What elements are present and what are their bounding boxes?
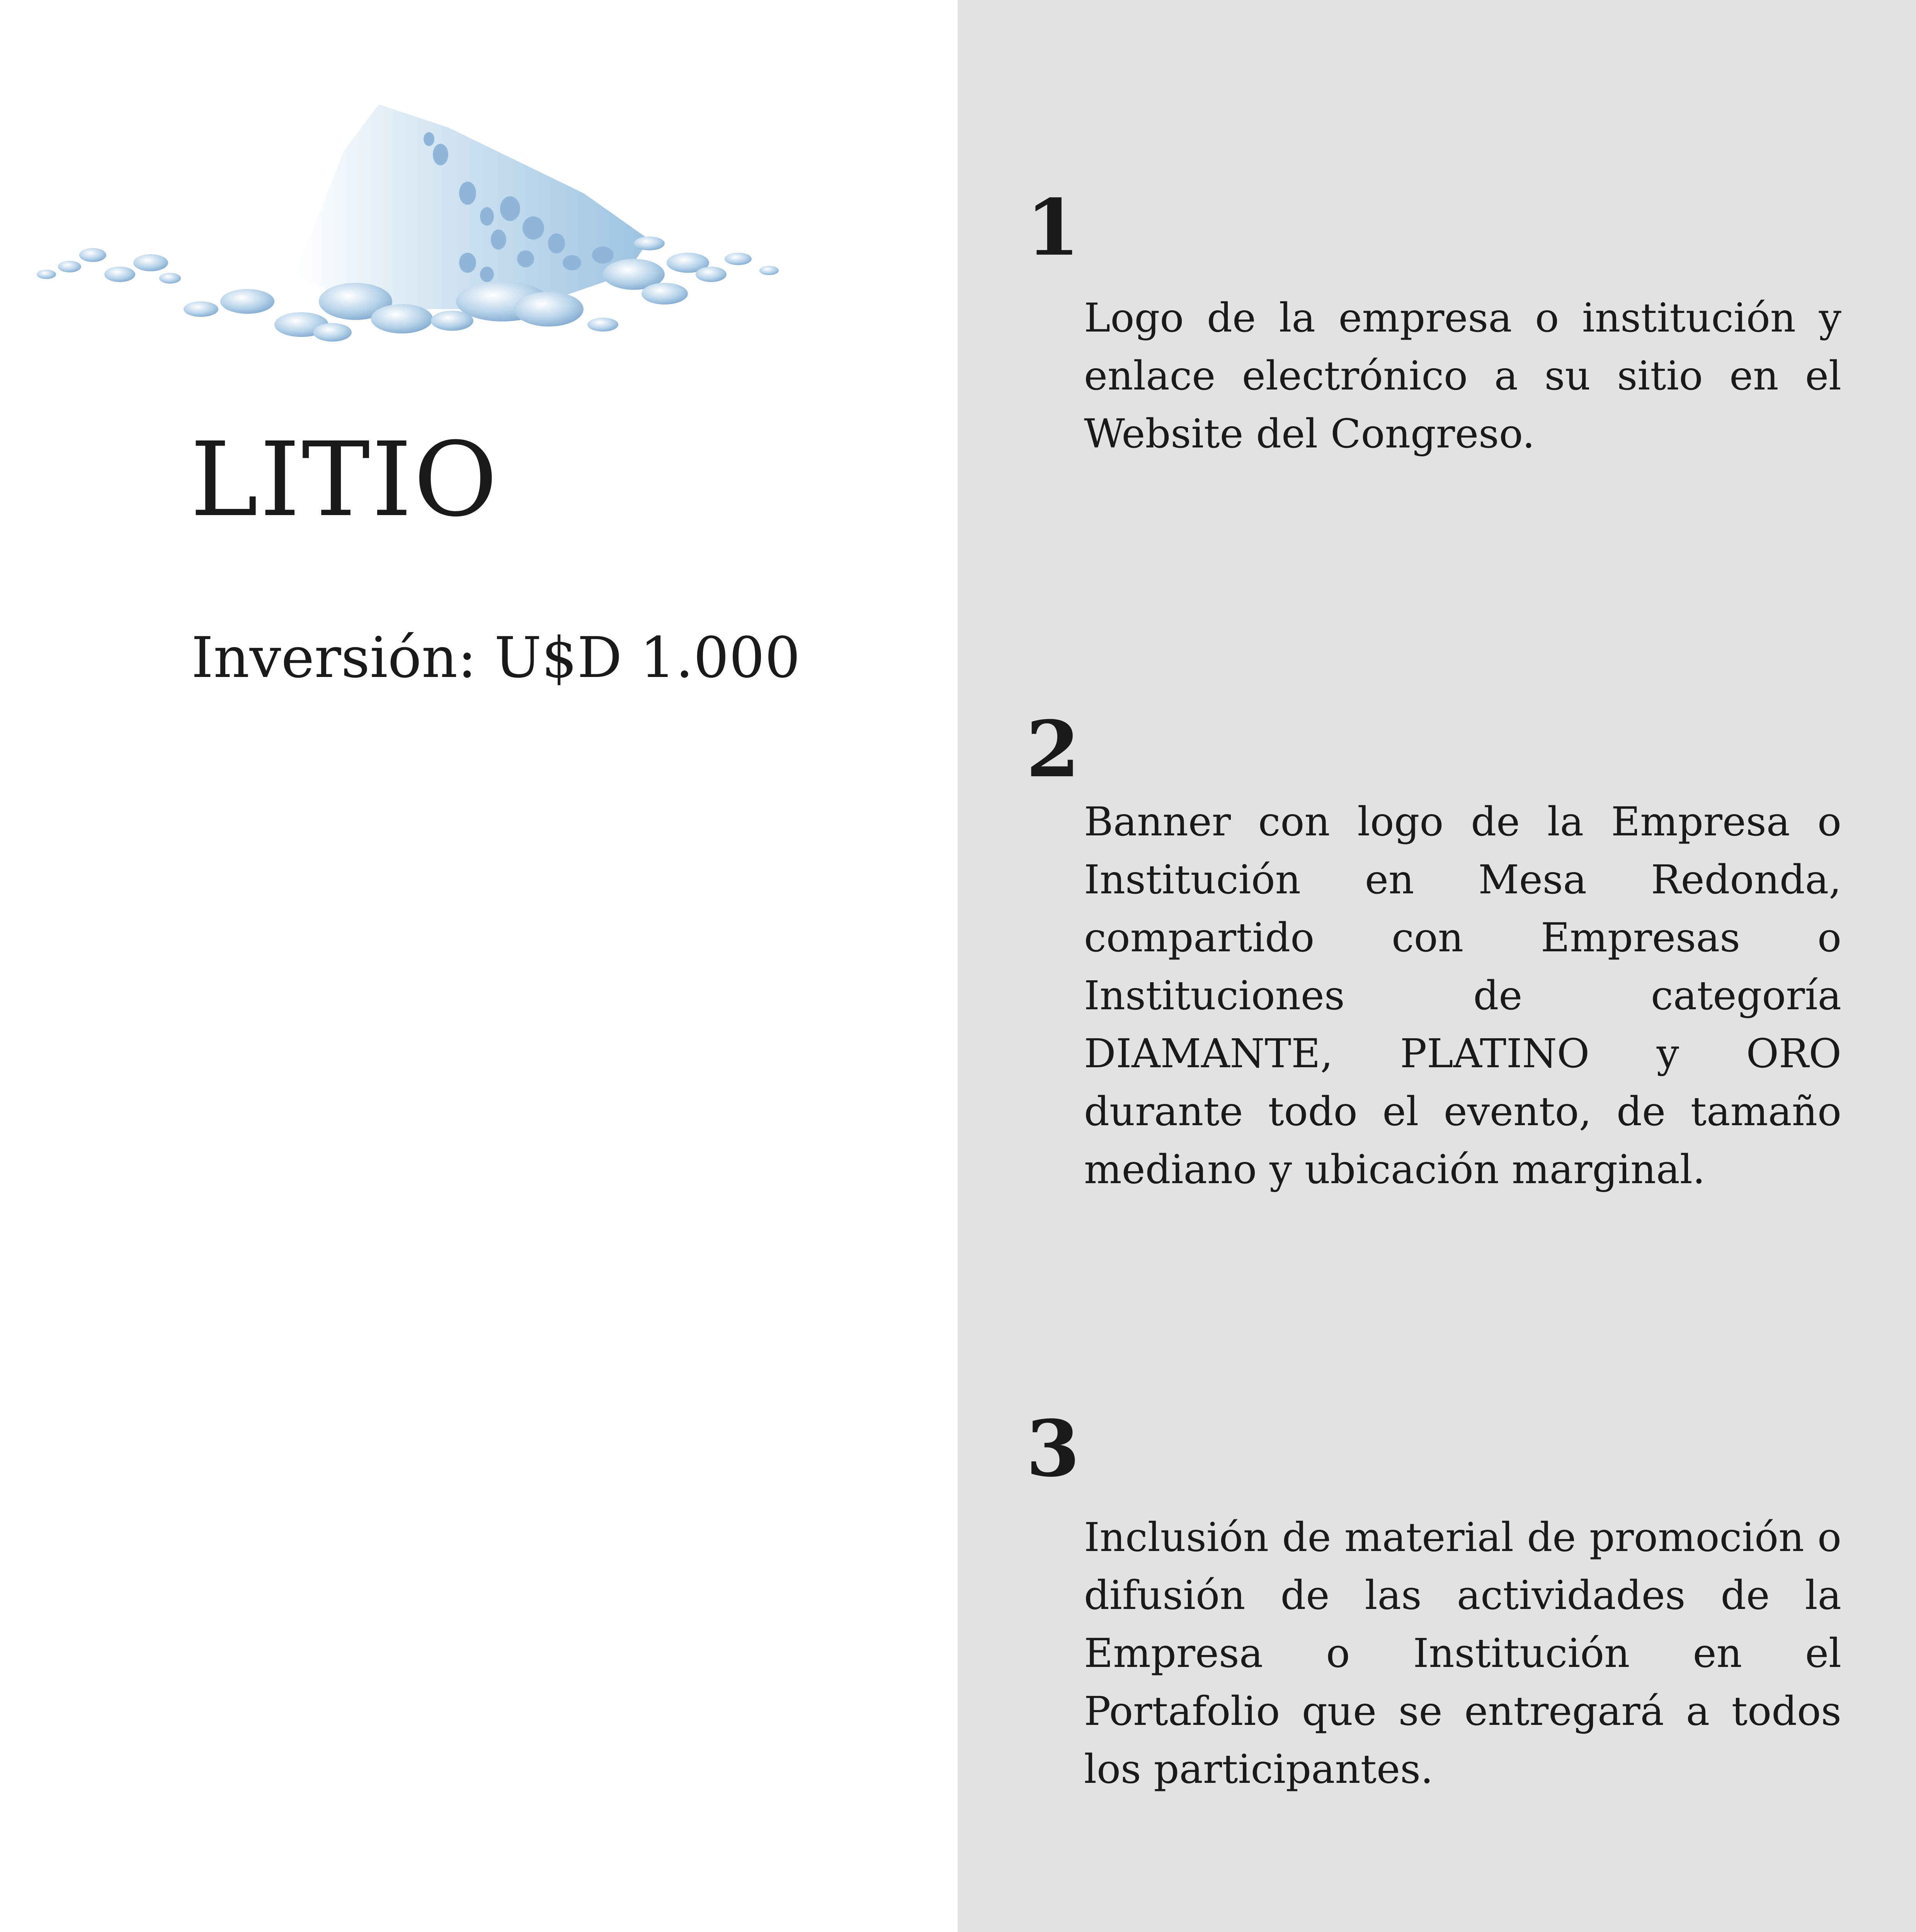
benefit-text: Banner con logo de la Empresa o Institución en Mesa Redonda, compartido con Empresas o Instituciones de categoría DIAMANTE, PLATINO y ORO durante todo el evento, de tamaño mediano y ubicación marginal.	[1084, 799, 1841, 1193]
benefit-number: 2	[1026, 704, 1080, 795]
page-title: LITIO	[190, 420, 499, 539]
benefit-number: 3	[1026, 1403, 1080, 1494]
benefit-number: 1	[1026, 182, 1080, 273]
benefit-text: Logo de la empresa o institución y enlace electrónico a su sitio en el Website del Congreso.	[1084, 295, 1841, 457]
benefit-text: Inclusión de material de promoción o difusión de las actividades de la Empresa o Institución en el Portafolio que se entregará a todos los participantes.	[1084, 1514, 1841, 1793]
investment-amount: Inversión: U$D 1.000	[191, 625, 801, 690]
salt-pile-illustration	[23, 93, 796, 363]
